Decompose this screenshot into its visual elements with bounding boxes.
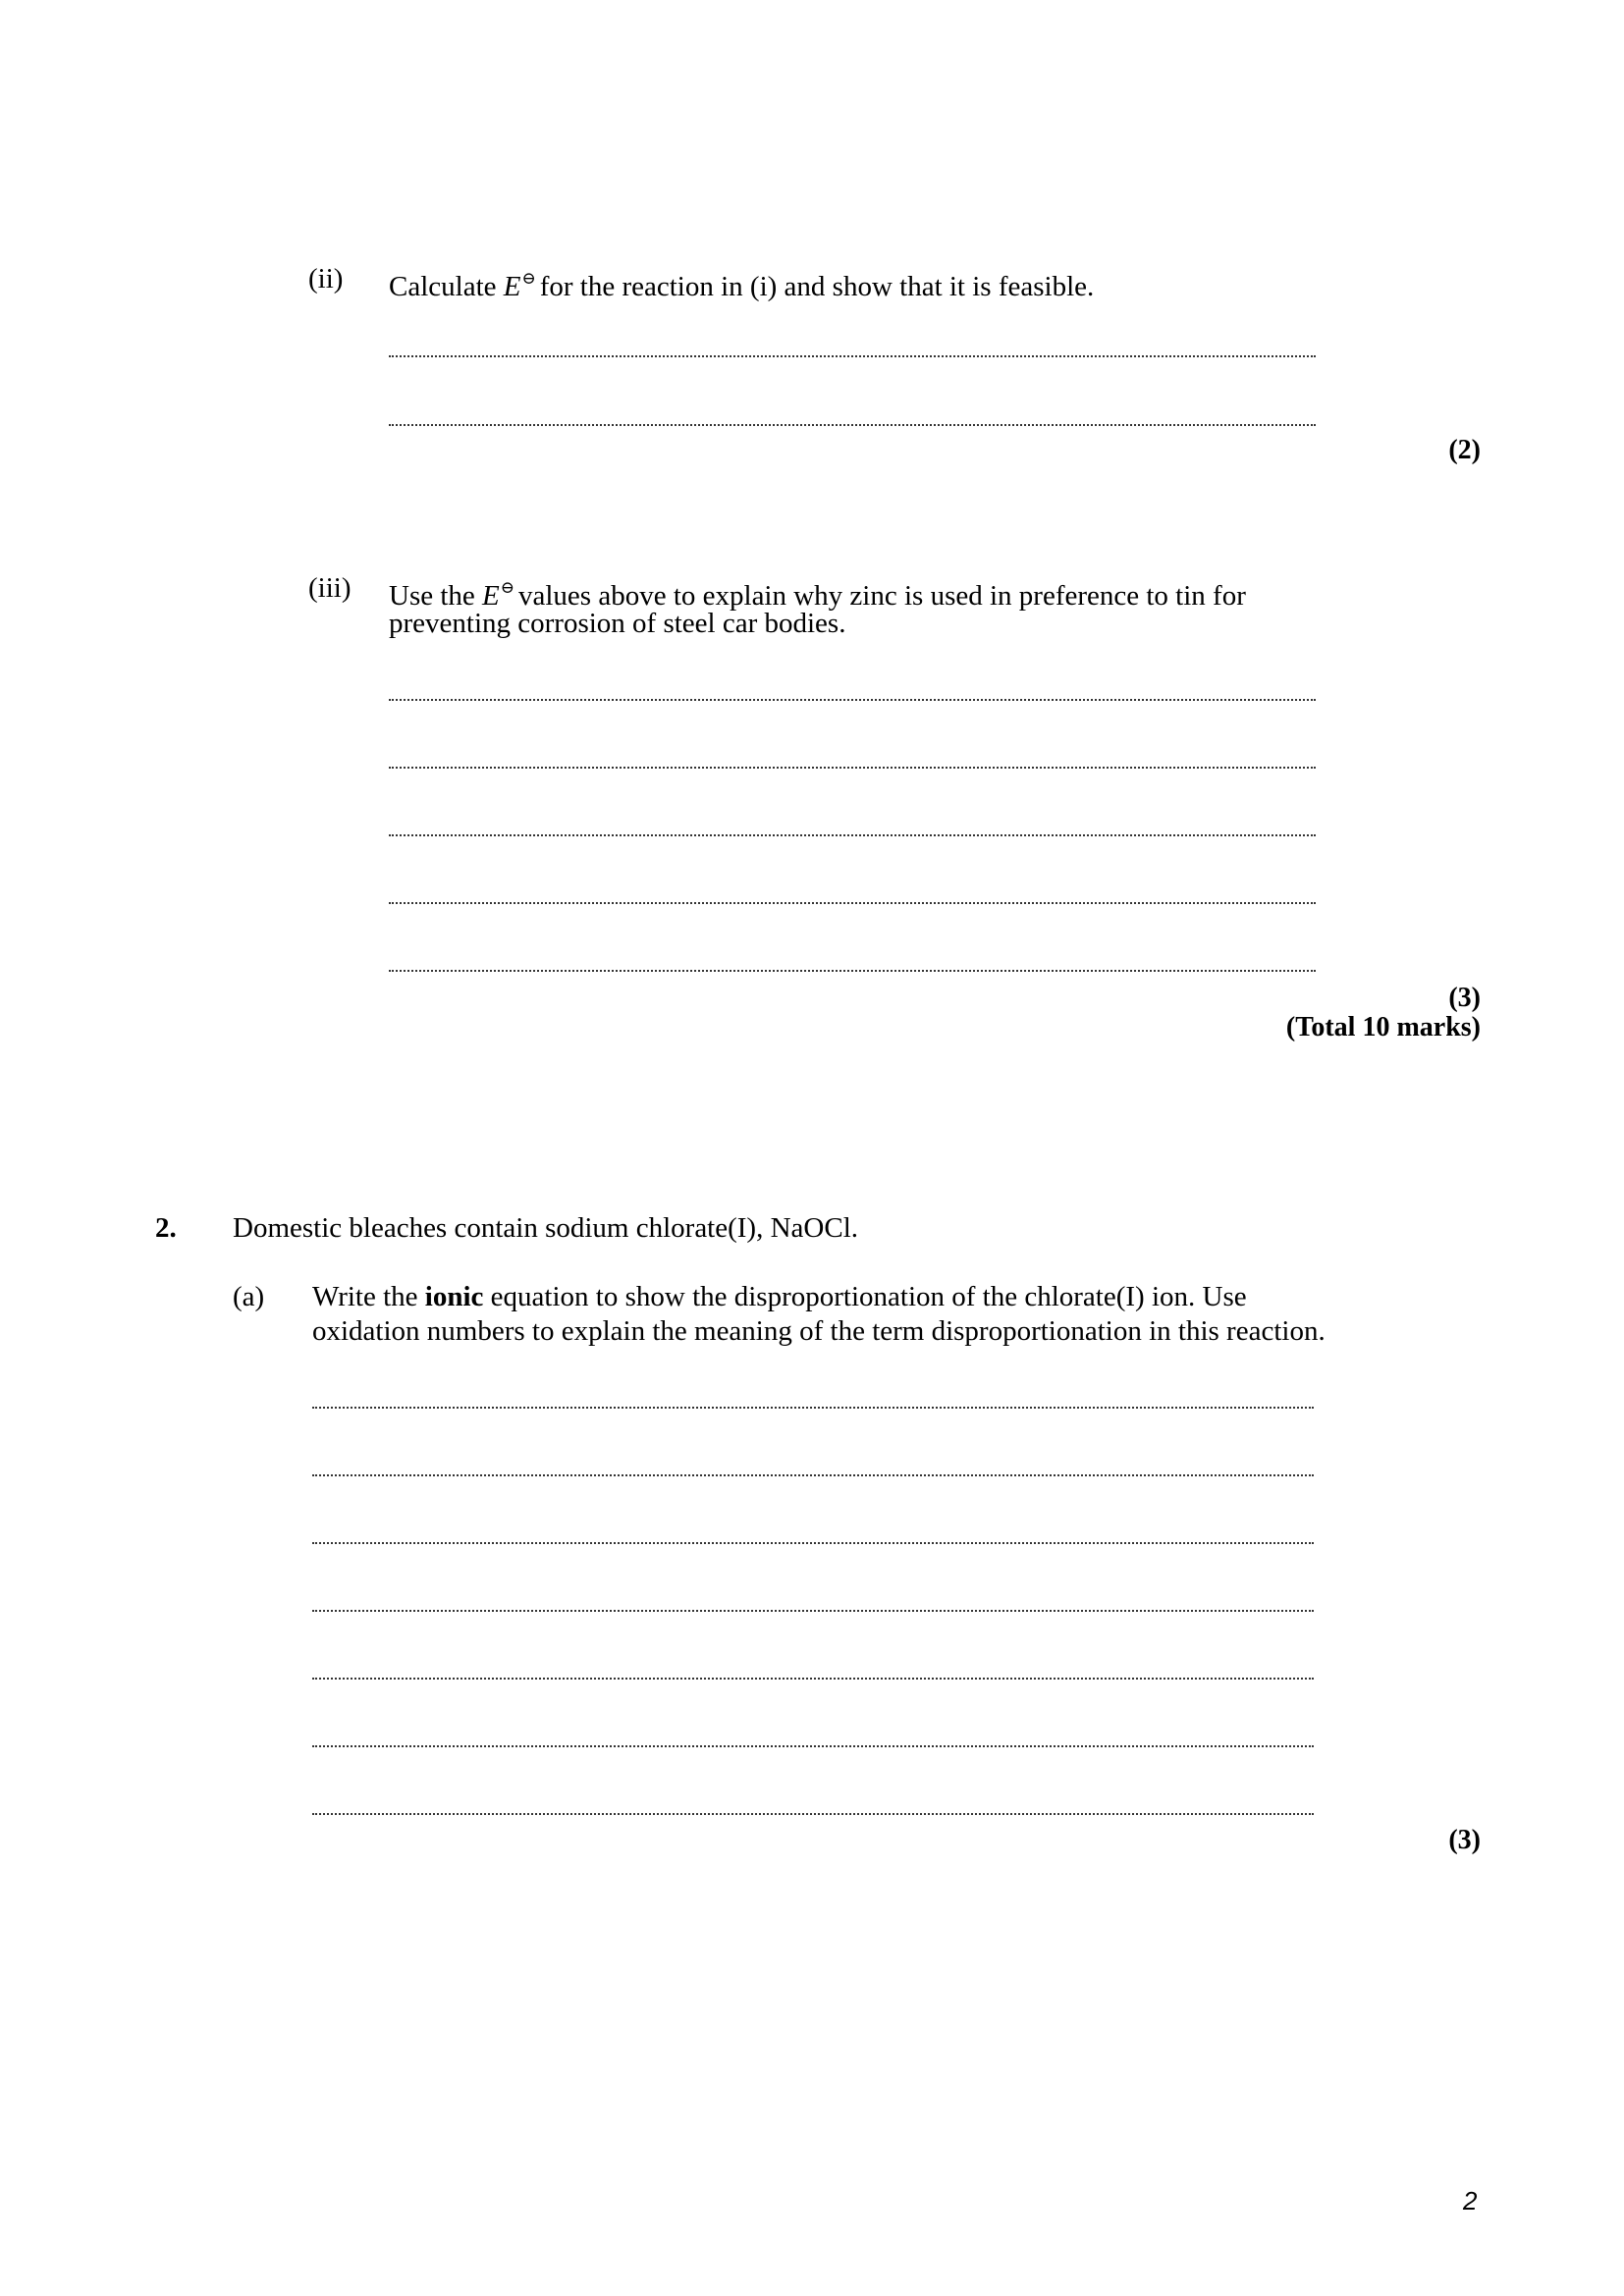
- e-symbol: E: [482, 580, 500, 612]
- q2-a-question-line2: oxidation numbers to explain the meaning of the term disproportionation in this reaction.: [312, 1315, 1326, 1347]
- answer-line[interactable]: [312, 1474, 1314, 1476]
- answer-line[interactable]: [312, 1813, 1314, 1815]
- standard-state-symbol: ⊖: [500, 578, 514, 597]
- answer-line[interactable]: [389, 355, 1316, 357]
- answer-line[interactable]: [389, 424, 1316, 426]
- answer-line[interactable]: [312, 1610, 1314, 1612]
- answer-line[interactable]: [312, 1542, 1314, 1544]
- q1-ii-marks: (2): [1448, 435, 1481, 465]
- answer-line[interactable]: [312, 1745, 1314, 1747]
- standard-state-symbol: ⊖: [521, 269, 536, 288]
- e-symbol: E: [503, 271, 521, 302]
- answer-line[interactable]: [389, 834, 1316, 836]
- q2-a-question-line1: Write the ionic equation to show the disproportionation of the chlorate(I) ion. Use: [312, 1281, 1247, 1312]
- answer-line[interactable]: [312, 1678, 1314, 1680]
- q2-number: 2.: [155, 1212, 177, 1244]
- q1-ii-question: Calculate E⊖ for the reaction in (i) and show that it is feasible.: [389, 269, 1095, 302]
- page-number: 2: [1463, 2186, 1478, 2216]
- answer-line[interactable]: [389, 699, 1316, 701]
- answer-line[interactable]: [389, 767, 1316, 769]
- q2-a-marks: (3): [1448, 1825, 1481, 1855]
- answer-line[interactable]: [312, 1407, 1314, 1409]
- ionic-emphasis: ionic: [424, 1281, 484, 1312]
- q1-iii-marks: (3): [1448, 983, 1481, 1013]
- q2-stem: Domestic bleaches contain sodium chlorate(I), NaOCl.: [233, 1212, 858, 1244]
- answer-line[interactable]: [389, 970, 1316, 972]
- q1-iii-question-line1: Use the E⊖ values above to explain why zinc is used in preference to tin for: [389, 578, 1246, 612]
- q1-ii-label: (ii): [308, 263, 344, 294]
- q1-iii-label: (iii): [308, 572, 352, 604]
- q2-a-label: (a): [233, 1281, 265, 1312]
- q1-iii-question-line2: preventing corrosion of steel car bodies.: [389, 608, 846, 639]
- answer-line[interactable]: [389, 902, 1316, 904]
- q1-total-marks: (Total 10 marks): [1285, 1012, 1481, 1042]
